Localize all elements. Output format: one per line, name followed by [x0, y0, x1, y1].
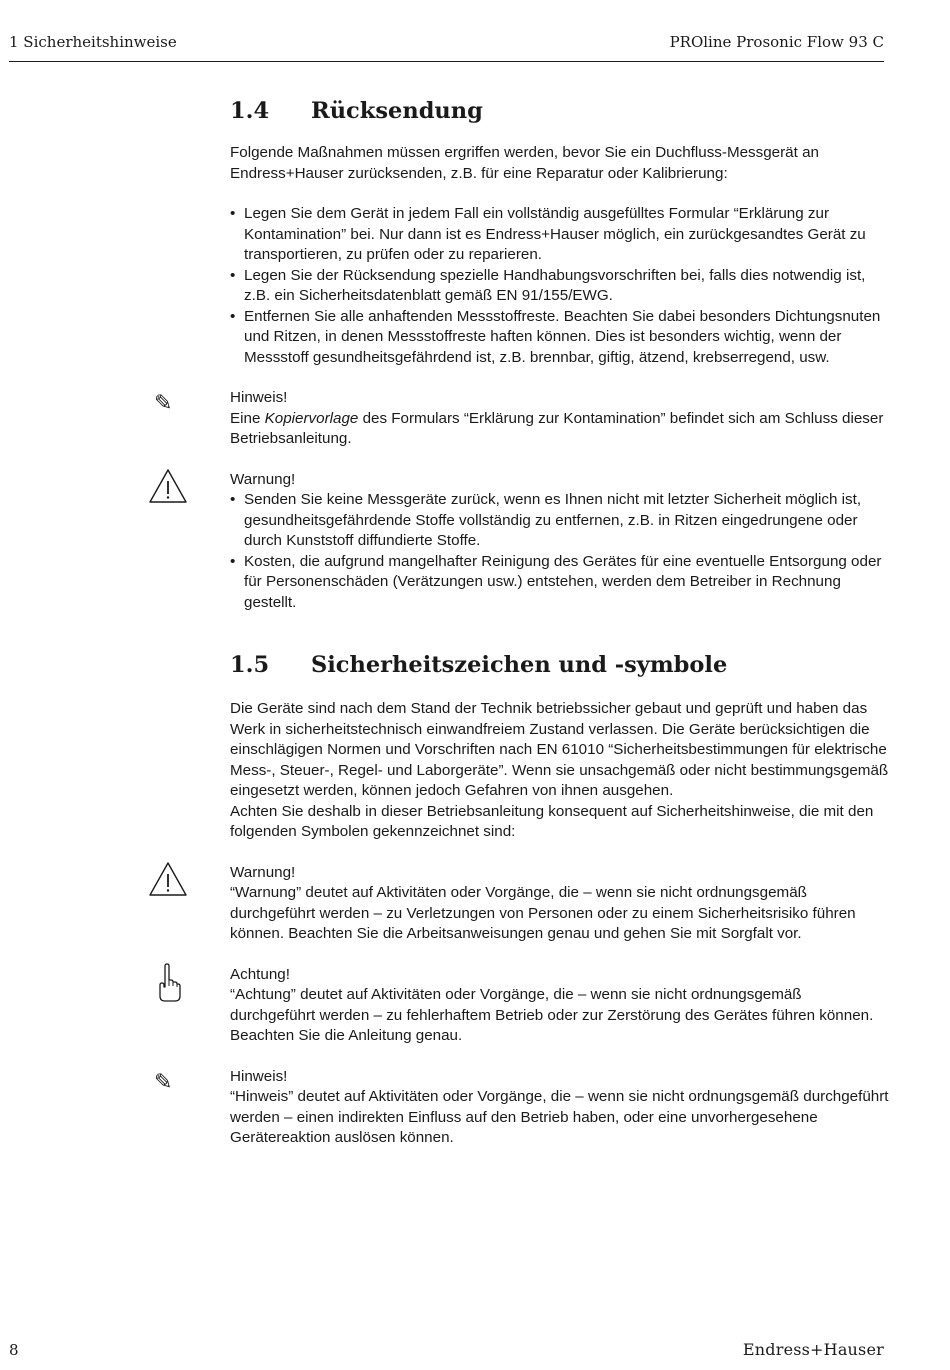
page-number: 8 — [9, 1341, 19, 1359]
main-content — [154, 96, 890, 1149]
warning-triangle-icon — [148, 468, 188, 508]
return-steps-list — [230, 204, 890, 368]
section-number: 1.5 — [230, 652, 270, 678]
section-title: Sicherheitszeichen und -symbole — [311, 652, 728, 678]
caution-heading: Achtung! — [230, 965, 290, 983]
section-number: 1.4 — [230, 98, 270, 124]
caution-text: “Achtung” deutet auf Aktivitäten oder Vorgänge, die – wenn sie nicht ordnungsgemäß durchgeführt werden – zu fehlerhaftem Betrieb oder zur Zerstörung des Gerätes führen können. Beachten Sie die Anleitung genau. — [230, 986, 874, 1044]
note-text-part: des Formulars “Erklärung zur Kontamination” befindet sich am Schluss dieser Betriebsanleitung. — [230, 409, 884, 447]
pencil-note-icon: ✎ — [154, 391, 173, 416]
section-title: Rücksendung — [311, 98, 483, 124]
section-1-4-intro: Folgende Maßnahmen müssen ergriffen werden, bevor Sie ein Duchfluss-Messgerät an Endress+Hauser zurücksenden, z.B. für eine Reparatur oder Kalibrierung: — [230, 144, 819, 182]
note-heading: Hinweis! — [230, 389, 288, 406]
section-1-5-intro-2: Achten Sie deshalb in dieser Betriebsanleitung konsequent auf Sicherheitshinweise, die mit den folgenden Symbolen gekennzeichnet sind: — [230, 802, 874, 840]
warning-text: “Warnung” deutet auf Aktivitäten oder Vorgänge, die – wenn sie nicht ordnungsgemäß durchgeführt werden – zu Verletzungen von Personen oder zu einem Sicherheitsrisiko führen können. Beachten Sie die Arbeitsanweisungen genau und gehen Sie mit Sorgfalt vor. — [230, 884, 856, 942]
note-heading: Hinweis! — [230, 1067, 288, 1085]
header-chapter: 1 Sicherheitshinweise — [9, 33, 177, 51]
note-text-italic: Kopiervorlage — [264, 409, 359, 427]
list-item: • Entfernen Sie alle anhaftenden Messstoffreste. Beachten Sie dabei besonders Dichtungsnuten und Ritzen, in denen Messstoffreste haften können. Dies ist besonders wichtig, wenn der Messstoff gesundheitsgefährdend ist, z.B. brennbar, giftig, ätzend, krebserregend, usw. — [230, 307, 890, 369]
list-item: • Kosten, die aufgrund mangelhafter Reinigung des Gerätes für eine eventuelle Entsorgung oder für Personenschäden (Verätzungen usw.) entstehen, werden dem Betreiber in Rechnung gestellt. — [230, 552, 890, 614]
note-text: “Hinweis” deutet auf Aktivitäten oder Vorgänge, die – wenn sie nicht ordnungsgemäß durchgeführt werden – einen indirekten Einfluss auf den Betrieb haben, oder eine unvorhergesehene Gerätereaktion auslösen können. — [230, 1088, 889, 1146]
list-item: • Senden Sie keine Messgeräte zurück, wenn es Ihnen nicht mit letzter Sicherheit möglich ist, gesundheitsgefährdende Stoffe vollständig zu entfernen, z.B. in Ritzen eingedrungene oder durch Kunststoff diffundierte Stoffe. — [230, 490, 890, 552]
pencil-note-icon: ✎ — [154, 1069, 173, 1095]
warning-heading: Warnung! — [230, 470, 296, 488]
brand-logo: Endress+Hauser — [742, 1340, 884, 1359]
warning-heading: Warnung! — [230, 863, 296, 881]
section-1-5-heading — [230, 650, 890, 680]
note-block — [154, 388, 890, 450]
note-text — [230, 409, 890, 450]
warning-list — [230, 490, 890, 613]
warning-block — [230, 470, 890, 614]
section-1-5-intro: Die Geräte sind nach dem Stand der Technik betriebssicher gebaut und geprüft und haben das Werk in sicherheitstechnisch einwandfreiem Zustand verlassen. Die Geräte berücksichtigen die einschlägigen Normen und Vorschriften nach EN 61010 “Sicherheitsbestimmungen für elektrische Mess-, Steuer-, Regel- und Laborgeräte”. Wenn sie unsachgemäß oder nicht bestimmungsgemäß eingesetzt werden, können jedoch Gefahren von ihnen ausgehen. — [230, 700, 889, 799]
warning-triangle-icon — [148, 861, 188, 901]
list-item: • Legen Sie dem Gerät in jedem Fall ein vollständig ausgefülltes Formular “Erklärung zur Kontamination” bei. Nur dann ist es Endress+Hauser möglich, ein zurückgesandtes Gerät zu transportieren, zu prüfen oder zu reparieren. — [230, 204, 890, 266]
list-item: • Legen Sie der Rücksendung spezielle Handhabungsvorschriften bei, falls dies notwendig ist, z.B. ein Sicherheitsdatenblatt gemäß EN 91/155/EWG. — [230, 266, 890, 307]
pointing-hand-icon — [156, 963, 196, 1003]
warning-symbol-block — [230, 863, 890, 945]
header-product: PROline Prosonic Flow 93 C — [669, 33, 884, 51]
caution-symbol-block — [230, 965, 890, 1047]
section-1-4-heading — [230, 96, 890, 126]
note-symbol-block — [154, 1067, 890, 1149]
note-text-part: Eine — [230, 409, 265, 427]
page-header — [9, 31, 884, 62]
